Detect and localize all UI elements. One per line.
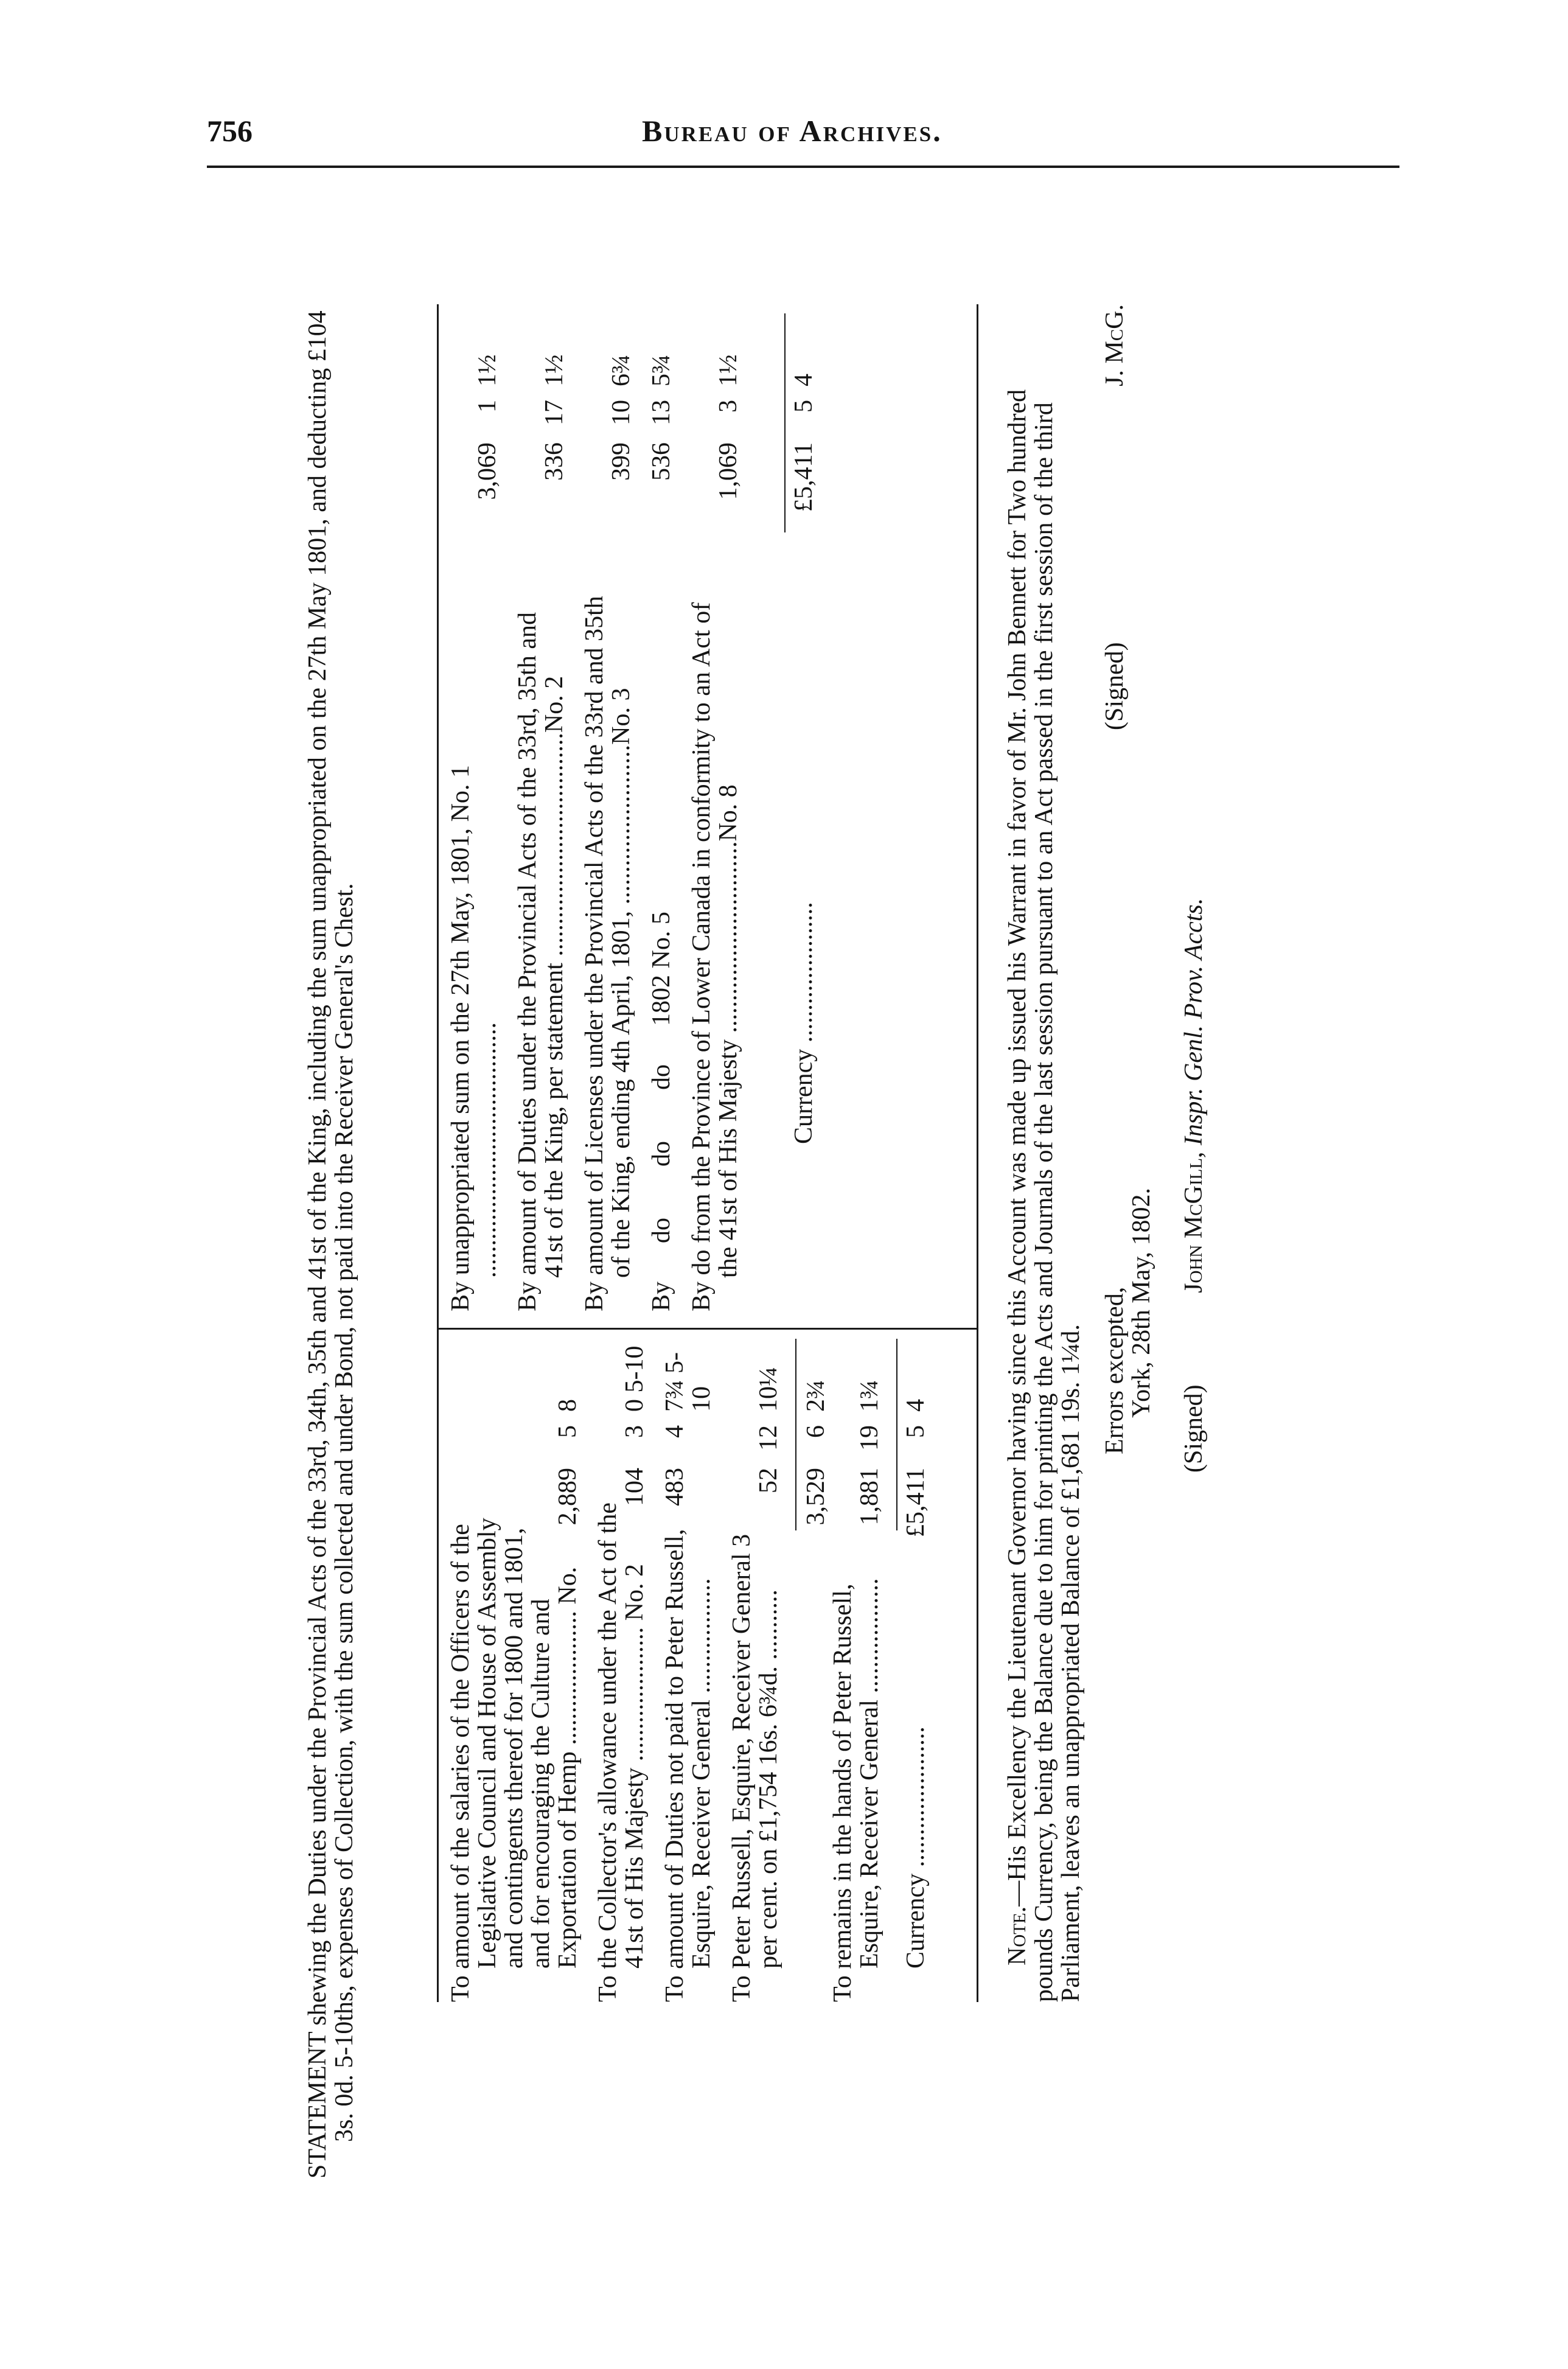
signed-label: (Signed): [1180, 1384, 1208, 1473]
shillings: 3: [714, 400, 742, 413]
shillings: 5: [902, 1425, 930, 1438]
pounds: 2,889: [554, 1468, 582, 1526]
pence: 6¾: [607, 354, 635, 386]
signer-title: Inspr. Genl. Prov. Accts.: [1180, 898, 1208, 1146]
shillings: 12: [754, 1425, 782, 1451]
shillings: 5: [554, 1425, 582, 1438]
pence: 10¼: [754, 1367, 782, 1412]
entry-amount: [661, 1339, 715, 1541]
pounds: 483: [661, 1468, 689, 1506]
pounds: 336: [540, 442, 568, 481]
credit-entry: [581, 313, 635, 1311]
table-bottom-rule: [977, 304, 978, 2002]
entry-text: By amount of Licenses under the Provincial Acts of the 33rd and 35th of the King, ending 4th April, 1801, .........................No. 3: [580, 596, 635, 1311]
pence: 0 5-10: [621, 1345, 649, 1412]
signed-label: (Signed): [1101, 642, 1129, 730]
pence: 1½: [714, 354, 742, 386]
errors-excepted-block: [1101, 907, 1155, 1454]
entry-text: To amount of Duties not paid to Peter Russell, Esquire, Receiver General ..................: [661, 1529, 716, 2002]
shillings: 4: [661, 1425, 689, 1438]
note-paragraph: [1004, 310, 1084, 2002]
debit-subtotal: [801, 1339, 829, 2002]
debit-entry: [594, 1339, 648, 2002]
pounds: 536: [647, 442, 675, 481]
debit-remains-entry: [829, 1339, 883, 2002]
entry-amount: [755, 1339, 782, 1541]
pence: 4: [902, 1399, 930, 1412]
pounds: 104: [621, 1468, 649, 1506]
shillings: 5: [790, 400, 818, 413]
entry-amount: [648, 313, 675, 515]
table-top-rule: [437, 304, 439, 2002]
errors-excepted: Errors excepted,: [1101, 1286, 1129, 1454]
entry-text: By do from the Province of Lower Canada in conformity to an Act of the 41st of His Majesty ..............................No. 8: [688, 602, 742, 1311]
debit-column: [447, 1339, 943, 2002]
pounds: 52: [754, 1468, 782, 1493]
note-label: Note.: [1003, 1906, 1031, 1966]
signature-left: [1180, 621, 1207, 1473]
pounds: 3,529: [802, 1468, 830, 1526]
credit-total: [790, 313, 817, 1311]
pounds: 1,881: [855, 1468, 883, 1526]
credit-entry: [688, 313, 742, 1311]
credit-entry: [514, 313, 568, 1311]
subtotal-amount: [803, 1339, 829, 1541]
total-amount: [902, 1339, 929, 1541]
statement-heading: [304, 292, 358, 2179]
pence: 5¾: [647, 354, 675, 386]
note-text: —His Excellency the Lieutenant Governor having since this Account was made up issued his Warrant in favor of Mr. John Bennett for Two hundred pounds Currency, being the Balance due to him for printing the Acts and Journals of the last session pursuant to an Act passed in the first session of the third Parliament, leaves an unappropriated Balance of £1,681 19s. 1¼d.: [1003, 389, 1085, 2002]
entry-amount: [715, 313, 742, 515]
total-label: Currency ......................: [790, 902, 818, 1144]
page-number: 756: [207, 114, 253, 148]
shillings: 13: [647, 400, 675, 425]
pence: 1¾: [855, 1380, 883, 1412]
running-head: Bureau of Archives.: [642, 114, 943, 148]
pence: 4: [790, 374, 818, 386]
entry-text: To remains in the hands of Peter Russell, Esquire, Receiver General ..................: [829, 1578, 883, 2002]
shillings: 6: [802, 1425, 830, 1438]
pounds: 1,069: [714, 442, 742, 500]
entry-amount: [608, 313, 635, 515]
credit-column: [447, 313, 831, 1311]
debit-entry: [661, 1339, 715, 2002]
shillings: 19: [855, 1425, 883, 1451]
shillings: 10: [607, 400, 635, 425]
entry-amount: [541, 313, 568, 515]
pence: 2¾: [802, 1380, 830, 1412]
entry-text: To the Collector's allowance under the Act of the 41st of His Majesty ..................... No. 2: [594, 1502, 649, 2002]
total-amount: [790, 313, 817, 515]
column-divider: [437, 1328, 977, 1330]
signature-right: [1101, 304, 1128, 730]
statement-text: STATEMENT shewing the Duties under the Provincial Acts of the 33rd, 34th, 35th and 41st of the King, including the sum unappropriated on the 27th May 1801, and deducting £104 3s. 0d. 5-10ths, expenses of Collection, with the sum collected and under Bond, not paid into the Receiver General's Chest.: [304, 310, 358, 2179]
credit-entry: [648, 313, 675, 1311]
entry-amount: [554, 1339, 581, 1541]
place-date: York, 28th May, 1802.: [1127, 1187, 1155, 1418]
pence: 7¾ 5-10: [661, 1352, 716, 1412]
rotated-page-body: [292, 286, 1296, 2264]
header-rule: [207, 166, 1399, 168]
page-header: [207, 113, 1399, 162]
total-label: Currency ......................: [902, 1726, 930, 1969]
debit-total: [902, 1339, 929, 2002]
entry-text: By amount of Duties under the Provincial Acts of the 33rd, 35th and 41st of the King, per statement ...................................No. 2: [514, 612, 568, 1311]
signer-name: John McGill,: [1180, 1151, 1208, 1293]
entry-text: By unappropriated sum on the 27th May, 1801, No. 1 ........................................: [447, 765, 501, 1311]
total-rule: [896, 1339, 897, 1530]
subtotal-rule: [795, 1339, 796, 1530]
entry-amount: [474, 313, 501, 515]
debit-entry: [728, 1339, 782, 2002]
entry-amount: [856, 1339, 883, 1541]
entry-text: To Peter Russell, Esquire, Receiver General 3 per cent. on £1,754 16s. 6¾d. ...........: [728, 1533, 782, 2002]
entry-text: By do do do 1802 No. 5: [647, 912, 675, 1311]
debit-entry: [447, 1339, 581, 2002]
credit-entry: [447, 313, 501, 1311]
pence: 1½: [540, 354, 568, 386]
entry-text: To amount of the salaries of the Officers of the Legislative Council and House of Assembly and contingents thereof for 1800 and 1801, and for encouraging the Culture and Exportation of Hemp ..................... No.: [447, 1518, 582, 2002]
shillings: 1: [473, 400, 501, 413]
entry-amount: [621, 1339, 648, 1541]
pounds: £5,411: [790, 442, 818, 512]
pounds: 3,069: [473, 442, 501, 500]
pounds: 399: [607, 442, 635, 481]
pounds: £5,411: [902, 1468, 930, 1537]
pence: 8: [554, 1399, 582, 1412]
initials: J. McG.: [1101, 304, 1129, 386]
total-rule: [784, 313, 786, 532]
shillings: 3: [621, 1425, 649, 1438]
pence: 1½: [473, 354, 501, 386]
shillings: 17: [540, 400, 568, 425]
